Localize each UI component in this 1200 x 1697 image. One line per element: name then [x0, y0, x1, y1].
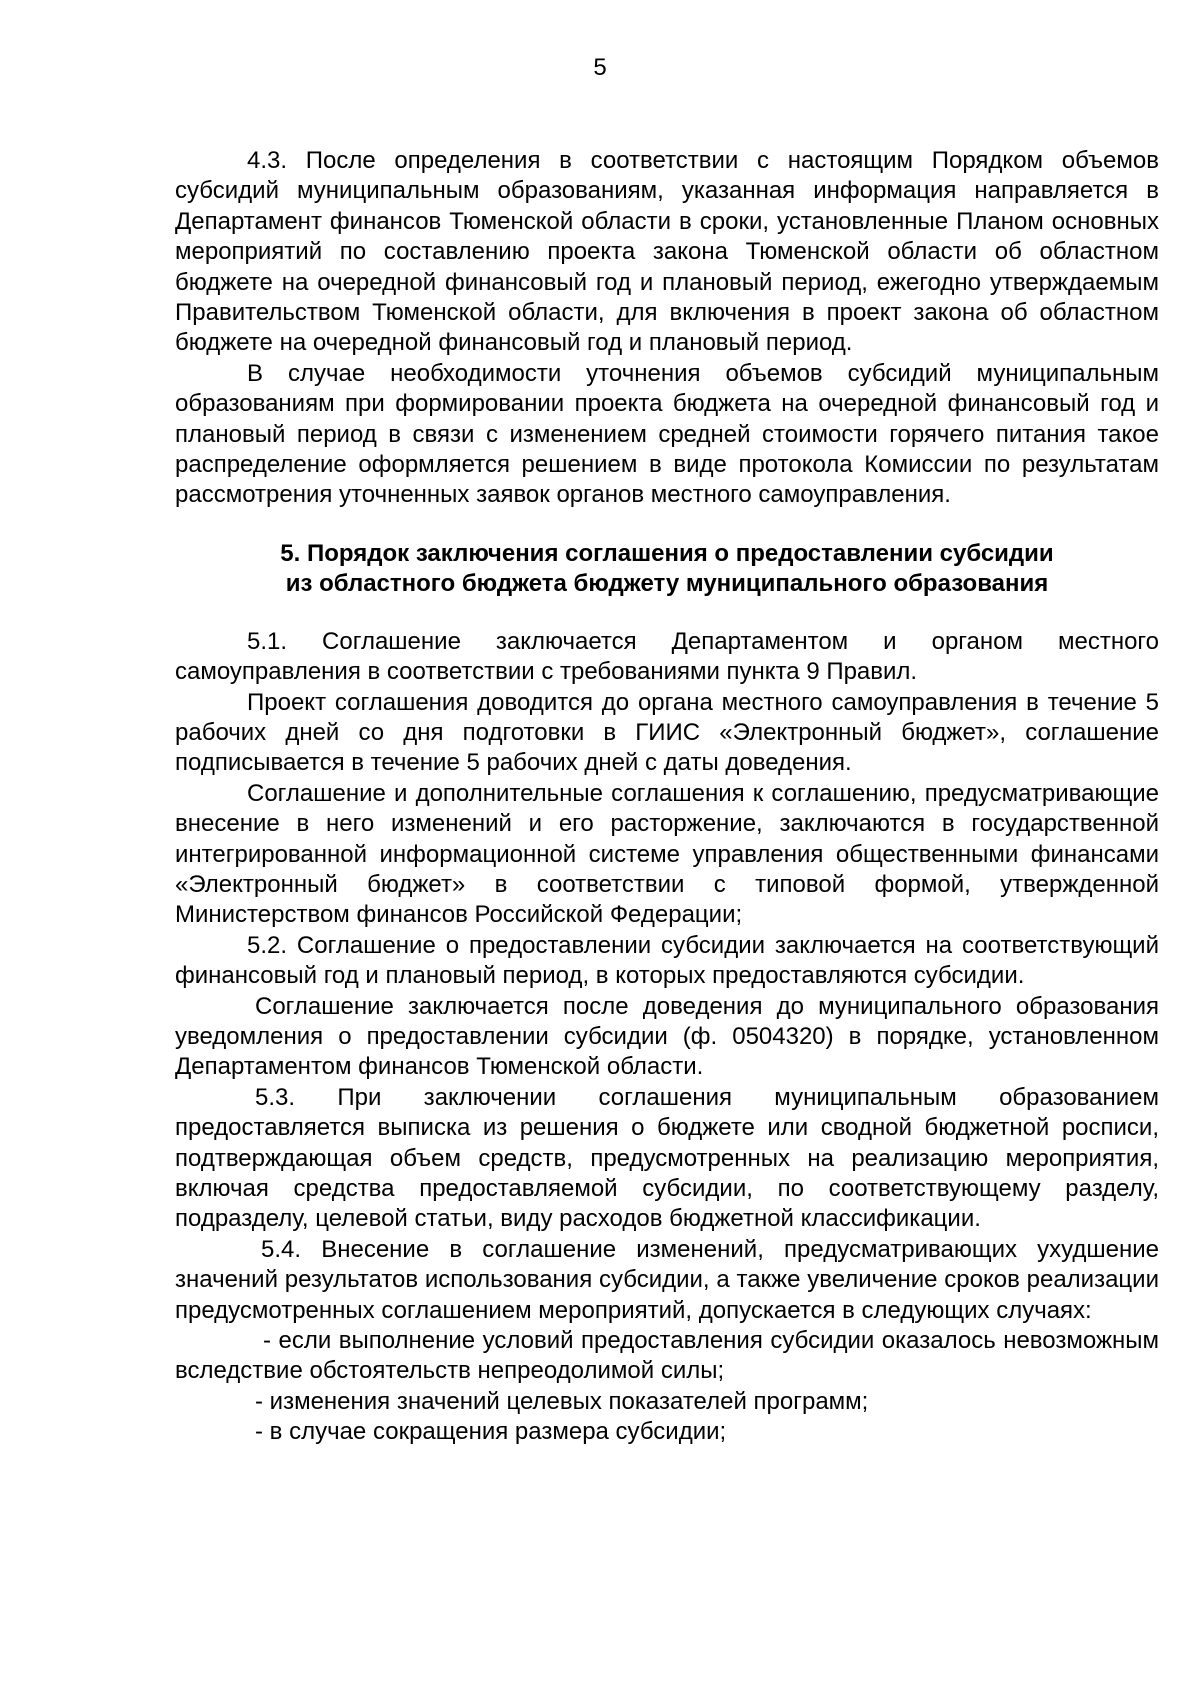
paragraph-5-1-draft: Проект соглашения доводится до органа местного самоуправления в течение 5 рабочих дней со дня подготовки в ГИИС «Электронный бюджет», соглашение подписывается в течение 5 рабочих дней с даты доведения. [175, 688, 1159, 777]
section-5-heading [175, 539, 1159, 600]
paragraph-4-3-refinement: В случае необходимости уточнения объемов субсидий муниципальным образованиям при формировании проекта бюджета на очередной финансовый год и плановый период в связи с изменением средней стоимости горячего питания такое распределение оформляется решением в виде протокола Комиссии по результатам рассмотрения уточненных заявок органов местного самоуправления. [175, 359, 1159, 509]
paragraph-5-4: 5.4. Внесение в соглашение изменений, предусматривающих ухудшение значений результатов использования субсидии, а также увеличение сроков реализации предусмотренных соглашением мероприятий, допускается в следующих случаях: [175, 1235, 1159, 1324]
paragraph-5-1: 5.1. Соглашение заключается Департаментом и органом местного самоуправления в соответствии с требованиями пункта 9 Правил. [175, 627, 1159, 686]
list-item: - если выполнение условий предоставления субсидии оказалось невозможным вследствие обстоятельств непреодолимой силы; [175, 1327, 1159, 1385]
list-item: - в случае сокращения размера субсидии; [255, 1418, 727, 1446]
section-5-heading-line-1: 5. Порядок заключения соглашения о предоставлении субсидии [280, 539, 1054, 567]
document-body [175, 146, 1159, 1448]
page-number: 5 [593, 54, 607, 81]
paragraph-4-3: 4.3. После определения в соответствии с настоящим Порядком объемов субсидий муниципальным образованиям, указанная информация направляется в Департамент финансов Тюменской области в сроки, установленные Планом основных мероприятий по составлению проекта закона Тюменской области об областном бюджете на очередной финансовый год и плановый период, ежегодно утверждаемым Правительством Тюменской области, для включения в проект закона об областном бюджете на очередной финансовый год и плановый период. [175, 147, 1159, 357]
paragraph-5-2-notice: Соглашение заключается после доведения до муниципального образования уведомления о предоставлении субсидии (ф. 0504320) в порядке, установленном Департаментом финансов Тюменской области. [175, 992, 1159, 1081]
paragraph-5-1-additional: Соглашение и дополнительные соглашения к соглашению, предусматривающие внесение в него изменений и его расторжение, заключаются в государственной интегрированной информационной системе управления общественными финансами «Электронный бюджет» в соответствии с типовой формой, утвержденной Министерством финансов Российской Федерации; [175, 779, 1159, 929]
paragraph-5-3: 5.3. При заключении соглашения муниципальным образованием предоставляется выписка из решения о бюджете или сводной бюджетной росписи, подтверждающая объем средств, предусмотренных на реализацию мероприятия, включая средства предоставляемой субсидии, по соответствующему разделу, подразделу, целевой статьи, виду расходов бюджетной классификации. [175, 1083, 1159, 1233]
list-item: - изменения значений целевых показателей программ; [255, 1387, 869, 1415]
section-5-heading-line-2: из областного бюджета бюджету муниципального образования [285, 570, 1049, 598]
paragraph-5-2: 5.2. Соглашение о предоставлении субсидии заключается на соответствующий финансовый год и плановый период, в которых предоставляются субсидии. [175, 931, 1159, 990]
